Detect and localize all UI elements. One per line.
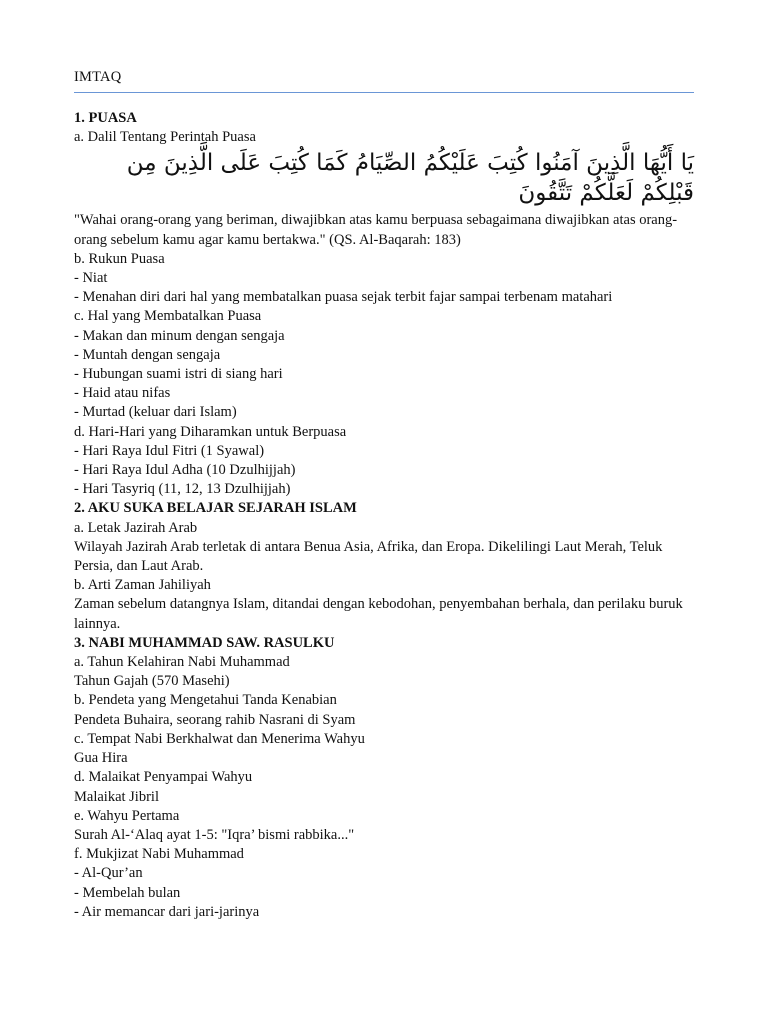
subheading: e. Wahyu Pertama bbox=[74, 807, 180, 824]
paragraph: Zaman sebelum datangnya Islam, ditandai dengan kebodohan, penyembahan berhala, dan perilaku buruk lainnya. bbox=[74, 596, 683, 632]
list-item: - Haid atau nifas bbox=[74, 385, 171, 402]
section-puasa bbox=[74, 109, 696, 499]
answer-text: Gua Hira bbox=[74, 750, 128, 767]
list-item: - Hari Tasyriq (11, 12, 13 Dzulhijjah) bbox=[74, 481, 291, 498]
answer-text: Malaikat Jibril bbox=[74, 788, 159, 805]
document-body bbox=[74, 109, 696, 922]
subheading: d. Hari-Hari yang Diharamkan untuk Berpuasa bbox=[74, 423, 347, 440]
subheading: a. Tahun Kelahiran Nabi Muhammad bbox=[74, 654, 290, 671]
list-item: - Menahan diri dari hal yang membatalkan puasa sejak terbit fajar sampai terbenam matahari bbox=[74, 289, 613, 306]
header-title: IMTAQ bbox=[74, 69, 122, 85]
list-item: - Niat bbox=[74, 270, 108, 287]
answer-text: Surah Al-‘Alaq ayat 1-5: "Iqra’ bismi rabbika..." bbox=[74, 826, 355, 843]
subheading: c. Hal yang Membatalkan Puasa bbox=[74, 308, 262, 325]
page-header bbox=[74, 66, 694, 93]
subheading: a. Dalil Tentang Perintah Puasa bbox=[74, 129, 256, 146]
subheading: f. Mukjizat Nabi Muhammad bbox=[74, 846, 244, 863]
verse-translation: "Wahai orang-orang yang beriman, diwajibkan atas kamu berpuasa sebagaimana diwajibkan atas orang-orang sebelum kamu agar kamu bertakwa." (QS. Al-Baqarah: 183) bbox=[74, 212, 678, 248]
list-item: - Air memancar dari jari-jarinya bbox=[74, 903, 260, 920]
subheading: b. Arti Zaman Jahiliyah bbox=[74, 577, 211, 594]
paragraph: Wilayah Jazirah Arab terletak di antara Benua Asia, Afrika, dan Eropa. Dikelilingi Laut Merah, Teluk Persia, dan Laut Arab. bbox=[74, 538, 663, 575]
subheading: d. Malaikat Penyampai Wahyu bbox=[74, 769, 253, 786]
list-item: - Al-Qur’an bbox=[74, 865, 143, 882]
list-item: - Hubungan suami istri di siang hari bbox=[74, 366, 283, 383]
list-item: - Hari Raya Idul Fitri (1 Syawal) bbox=[74, 442, 265, 459]
subheading: c. Tempat Nabi Berkhalwat dan Menerima Wahyu bbox=[74, 730, 365, 747]
subheading: b. Rukun Puasa bbox=[74, 250, 165, 267]
section-heading: 3. NABI MUHAMMAD SAW. RASULKU bbox=[74, 634, 335, 651]
list-item: - Hari Raya Idul Adha (10 Dzulhijjah) bbox=[74, 462, 296, 479]
list-item: - Makan dan minum dengan sengaja bbox=[74, 327, 285, 344]
list-item: - Muntah dengan sengaja bbox=[74, 346, 221, 363]
arabic-verse: يَا أَيُّهَا الَّذِينَ آمَنُوا كُتِبَ عَلَيْكُمُ الصِّيَامُ كَمَا كُتِبَ عَلَى الَّذِينَ مِن قَبْلِكُمْ لَعَلَّكُمْ تَتَّقُونَ bbox=[126, 150, 694, 207]
section-heading: 1. PUASA bbox=[74, 110, 137, 126]
list-item: - Membelah bulan bbox=[74, 884, 181, 901]
section-nabi-muhammad bbox=[74, 634, 696, 922]
answer-text: Pendeta Buhaira, seorang rahib Nasrani di Syam bbox=[74, 711, 356, 728]
section-sejarah-islam bbox=[74, 499, 696, 633]
list-item: - Murtad (keluar dari Islam) bbox=[74, 404, 237, 421]
section-heading: 2. AKU SUKA BELAJAR SEJARAH ISLAM bbox=[74, 500, 357, 517]
subheading: b. Pendeta yang Mengetahui Tanda Kenabian bbox=[74, 692, 337, 709]
answer-text: Tahun Gajah (570 Masehi) bbox=[74, 673, 230, 690]
subheading: a. Letak Jazirah Arab bbox=[74, 519, 198, 536]
